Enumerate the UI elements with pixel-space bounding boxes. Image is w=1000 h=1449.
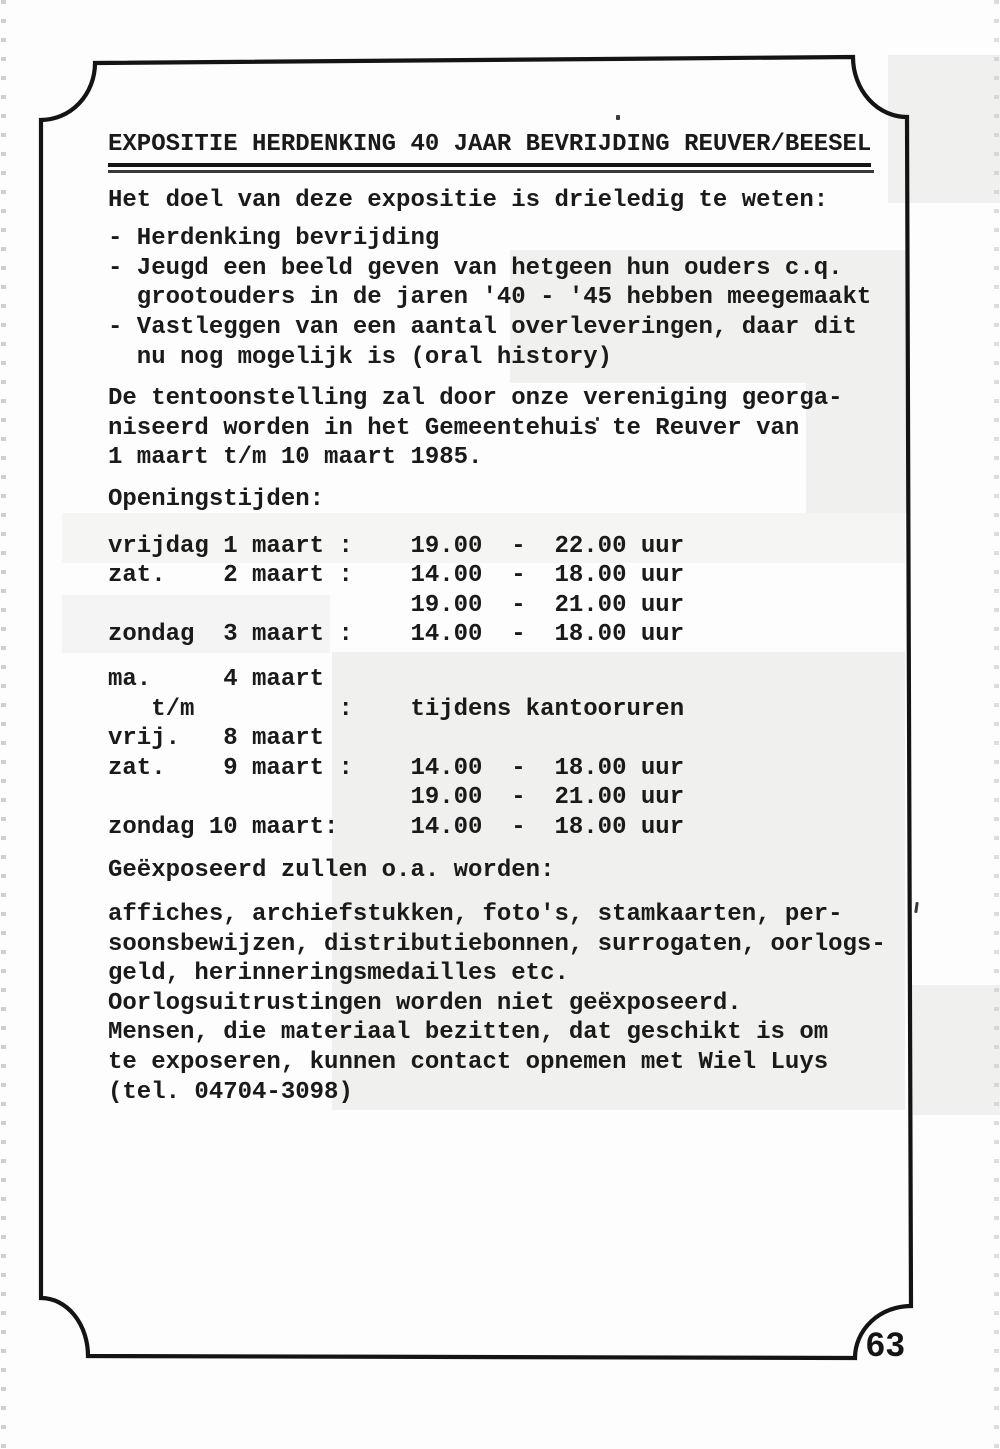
- schedule-row: 19.00 - 21.00 uur: [108, 591, 685, 619]
- title-underline: [108, 170, 874, 173]
- document-body: [108, 130, 918, 1107]
- scan-edge-dots-right: [994, 0, 999, 1449]
- title-block: [108, 130, 918, 173]
- text-line: te exposeren, kunnen contact opnemen met Wiel Luys: [108, 1049, 829, 1077]
- schedule-row: t/m : tijdens kantooruren: [108, 695, 685, 723]
- goal-line: - Jeugd een beeld geven van hetgeen hun ouders c.q.: [108, 254, 843, 282]
- text-line: Oorlogsuitrustingen worden niet geëxposeerd.: [108, 989, 742, 1017]
- goals-list: [108, 224, 918, 372]
- schedule-row: zondag 10 maart: 14.00 - 18.00 uur: [108, 813, 685, 841]
- scan-shading-patch: [908, 985, 1000, 1115]
- text-line: 1 maart t/m 10 maart 1985.: [108, 444, 483, 472]
- schedule-row: 19.00 - 21.00 uur: [108, 784, 685, 812]
- schedule-row: zat. 2 maart : 14.00 - 18.00 uur: [108, 562, 685, 590]
- goal-line: grootouders in de jaren '40 - '45 hebben meegemaakt: [108, 284, 872, 312]
- text-line: affiches, archiefstukken, foto's, stamkaarten, per-: [108, 901, 843, 929]
- schedule-week1: [108, 532, 918, 650]
- text-line: De tentoonstelling zal door onze vereniging georga-: [108, 385, 843, 413]
- intro-line: Het doel van deze expositie is drieledig te weten:: [108, 186, 829, 214]
- text-line: (tel. 04704-3098): [108, 1078, 353, 1106]
- schedule-row: vrij. 8 maart: [108, 725, 325, 753]
- text-line: soonsbewijzen, distributiebonnen, surrogaten, oorlogs-: [108, 930, 886, 958]
- goal-line: - Vastleggen van een aantal overleveringen, daar dit: [108, 313, 857, 341]
- expose-items-paragraph: [108, 900, 918, 1107]
- organisation-paragraph: [108, 384, 918, 473]
- schedule-week2: [108, 665, 918, 843]
- document-title: EXPOSITIE HERDENKING 40 JAAR BEVRIJDING REUVER/BEESEL: [108, 130, 871, 167]
- opening-times-heading: Openingstijden:: [108, 485, 325, 513]
- schedule-row: zondag 3 maart : 14.00 - 18.00 uur: [108, 621, 685, 649]
- schedule-row: ma. 4 maart: [108, 665, 325, 693]
- goal-line: nu nog mogelijk is (oral history): [108, 343, 613, 371]
- text-line: niseerd worden in het Gemeentehuis te Reuver van: [108, 414, 800, 442]
- text-line: Mensen, die materiaal bezitten, dat geschikt is om: [108, 1019, 829, 1047]
- expose-heading: Geëxposeerd zullen o.a. worden:: [108, 857, 555, 885]
- text-line: geld, herinneringsmedailles etc.: [108, 960, 569, 988]
- scan-speck: [616, 115, 620, 120]
- goal-line: - Herdenking bevrijding: [108, 225, 440, 253]
- scan-edge-dots-left: [1, 0, 6, 1449]
- schedule-row: vrijdag 1 maart : 19.00 - 22.00 uur: [108, 532, 685, 560]
- page-number: 63: [866, 1326, 906, 1364]
- schedule-row: zat. 9 maart : 14.00 - 18.00 uur: [108, 754, 685, 782]
